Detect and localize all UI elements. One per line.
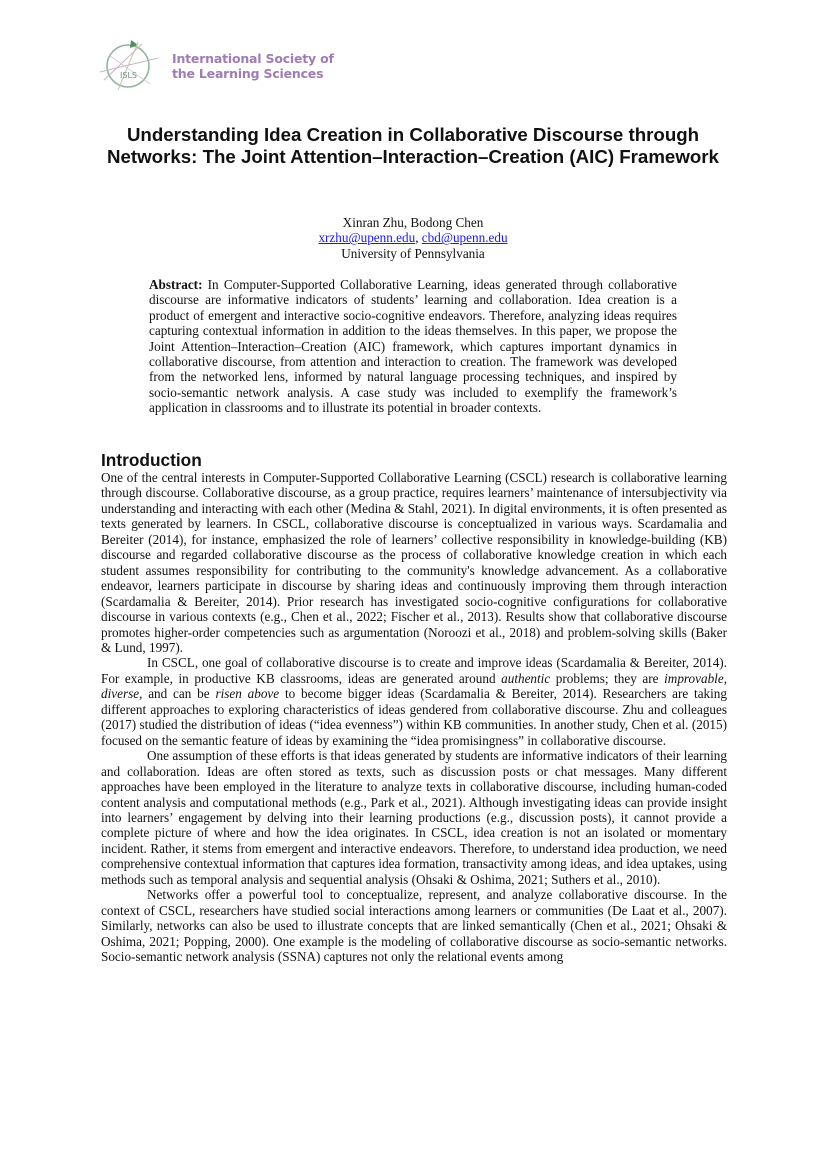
section-heading-introduction: Introduction <box>101 450 202 470</box>
emphasis-risen-above: risen above <box>215 686 280 702</box>
paragraph-2 <box>101 655 727 748</box>
author-names: Xinran Zhu, Bodong Chen <box>342 215 484 230</box>
abstract <box>149 277 677 416</box>
isls-logo-mark-icon <box>98 36 168 94</box>
abstract-label: Abstract: <box>149 277 203 292</box>
email-link-chen[interactable]: cbd@upenn.edu <box>421 230 508 246</box>
paragraph-1: One of the central interests in Computer-Supported Collaborative Learning (CSCL) research is collaborative learning through discourse. Collaborative discourse, as a group practice, requires learners’ maintenance of intersubjectivity via understanding and interacting with each other (Medina & Stahl, 2021). In digital environments, it is often presented as texts generated by learners. In CSCL, collaborative discourse is conceptualized in various ways. Scardamalia and Bereiter (2014), for instance, emphasized the role of learners’ collective responsibility in knowledge-building (KB) discourse and regarded collaborative discourse as the process of collaborative knowledge creation in which each student assumes responsibility for contributing to the community's knowledge advancement. As a collaborative endeavor, learners participate in discourse by sharing ideas and continuously improving them through interaction (Scardamalia & Bereiter, 2014). Prior research has investigated socio-cognitive configurations for collaborative discourse in various contexts (e.g., Chen et al., 2022; Fischer et al., 2013). Results show that collaborative discourse promotes higher-order competencies such as argumentation (Noroozi et al., 2018) and problem-solving skills (Baker & Lund, 1997). <box>101 470 727 655</box>
author-block <box>100 215 726 261</box>
emphasis-authentic: authentic <box>501 670 551 686</box>
text-run: , <box>723 670 727 686</box>
text-run: , and can be <box>139 686 216 702</box>
svg-text:ISLS: ISLS <box>120 71 137 80</box>
abstract-text: In Computer-Supported Collaborative Learning, ideas generated through collaborative discourse are informative indicators of students’ learning and collaboration. Idea creation is a product of emergent and interactive socio-cognitive endeavors. Therefore, analyzing ideas requires capturing contextual information in addition to the ideas themselves. In this paper, we propose the Joint Attention–Interaction–Creation (AIC) framework, which captures important dynamics in collaborative discourse, from attention and interaction to creation. The framework was developed from the networked lens, informed by natural language processing techniques, and inspired by socio-semantic network analysis. A case study was included to exemplify the framework’s application in classrooms and to illustrate its potential in broader contexts. <box>149 277 677 416</box>
isls-logo <box>98 36 338 92</box>
email-separator: , <box>415 230 422 246</box>
paragraph-3: One assumption of these efforts is that ideas generated by students are informative indicators of their learning and collaboration. Ideas are often stored as texts, such as discussion posts or chat messages. Many different approaches have been employed in the literature to analyze texts in collaborative discourse, including human-coded content analysis and computational methods (e.g., Park et al., 2021). Although investigating ideas can provide insight into learners’ engagement by delving into their learning productions (e.g., discussion posts), it cannot provide a complete picture of where and how the idea originates. In CSCL, idea creation is not an isolated or momentary incident. Rather, it stems from emergent and interactive endeavors. Therefore, to understand idea production, we need comprehensive contextual information that captures idea formation, transactivity among ideas, and idea uptakes, using methods such as temporal analysis and sequential analysis (Ohsaki & Oshima, 2021; Suthers et al., 2010). <box>101 748 727 887</box>
introduction-body <box>101 470 727 965</box>
emphasis-diverse: diverse <box>101 686 140 702</box>
logo-text <box>172 51 334 81</box>
text-run: problems; they are <box>550 670 665 686</box>
paragraph-4: Networks offer a powerful tool to conceptualize, represent, and analyze collaborative discourse. In the context of CSCL, researchers have studied social interactions among learners or communities (De Laat et al., 2007). Similarly, networks can also be used to illustrate concepts that are linked semantically (Chen et al., 2021; Ohsaki & Oshima, 2021; Popping, 2000). One example is the modeling of collaborative discourse as socio-semantic networks. Socio-semantic network analysis (SSNA) captures not only the relational events among <box>101 887 727 965</box>
affiliation: University of Pennsylvania <box>341 245 485 261</box>
text-run: to become bigger ideas (Scardamalia & Bereiter, 2014). Researchers are taking different approaches to exploring characteristics of ideas gendered from collaborative discourse. Zhu and colleagues (2017) studied the distribution of ideas (“idea evenness”) within KB communities. In another study, Chen et al. (2015) focused on the semantic feature of ideas by examining the “idea promisingness” in collaborative discourse. <box>101 686 727 748</box>
logo-line-2: the Learning Sciences <box>172 66 324 81</box>
email-link-zhu[interactable]: xrzhu@upenn.edu <box>318 230 416 246</box>
author-emails <box>100 230 726 245</box>
logo-line-1: International Society of <box>172 51 334 66</box>
text-run: In CSCL, one goal of collaborative discourse is to create and improve ideas (Scardamalia & Bereiter, 2014). For example, in productive KB classrooms, ideas are generated around <box>101 655 727 686</box>
paper-title: Understanding Idea Creation in Collaborative Discourse through Networks: The Joint Attention–Interaction–Creation (AIC) Framework <box>107 124 719 167</box>
emphasis-improvable: improvable <box>664 670 724 686</box>
